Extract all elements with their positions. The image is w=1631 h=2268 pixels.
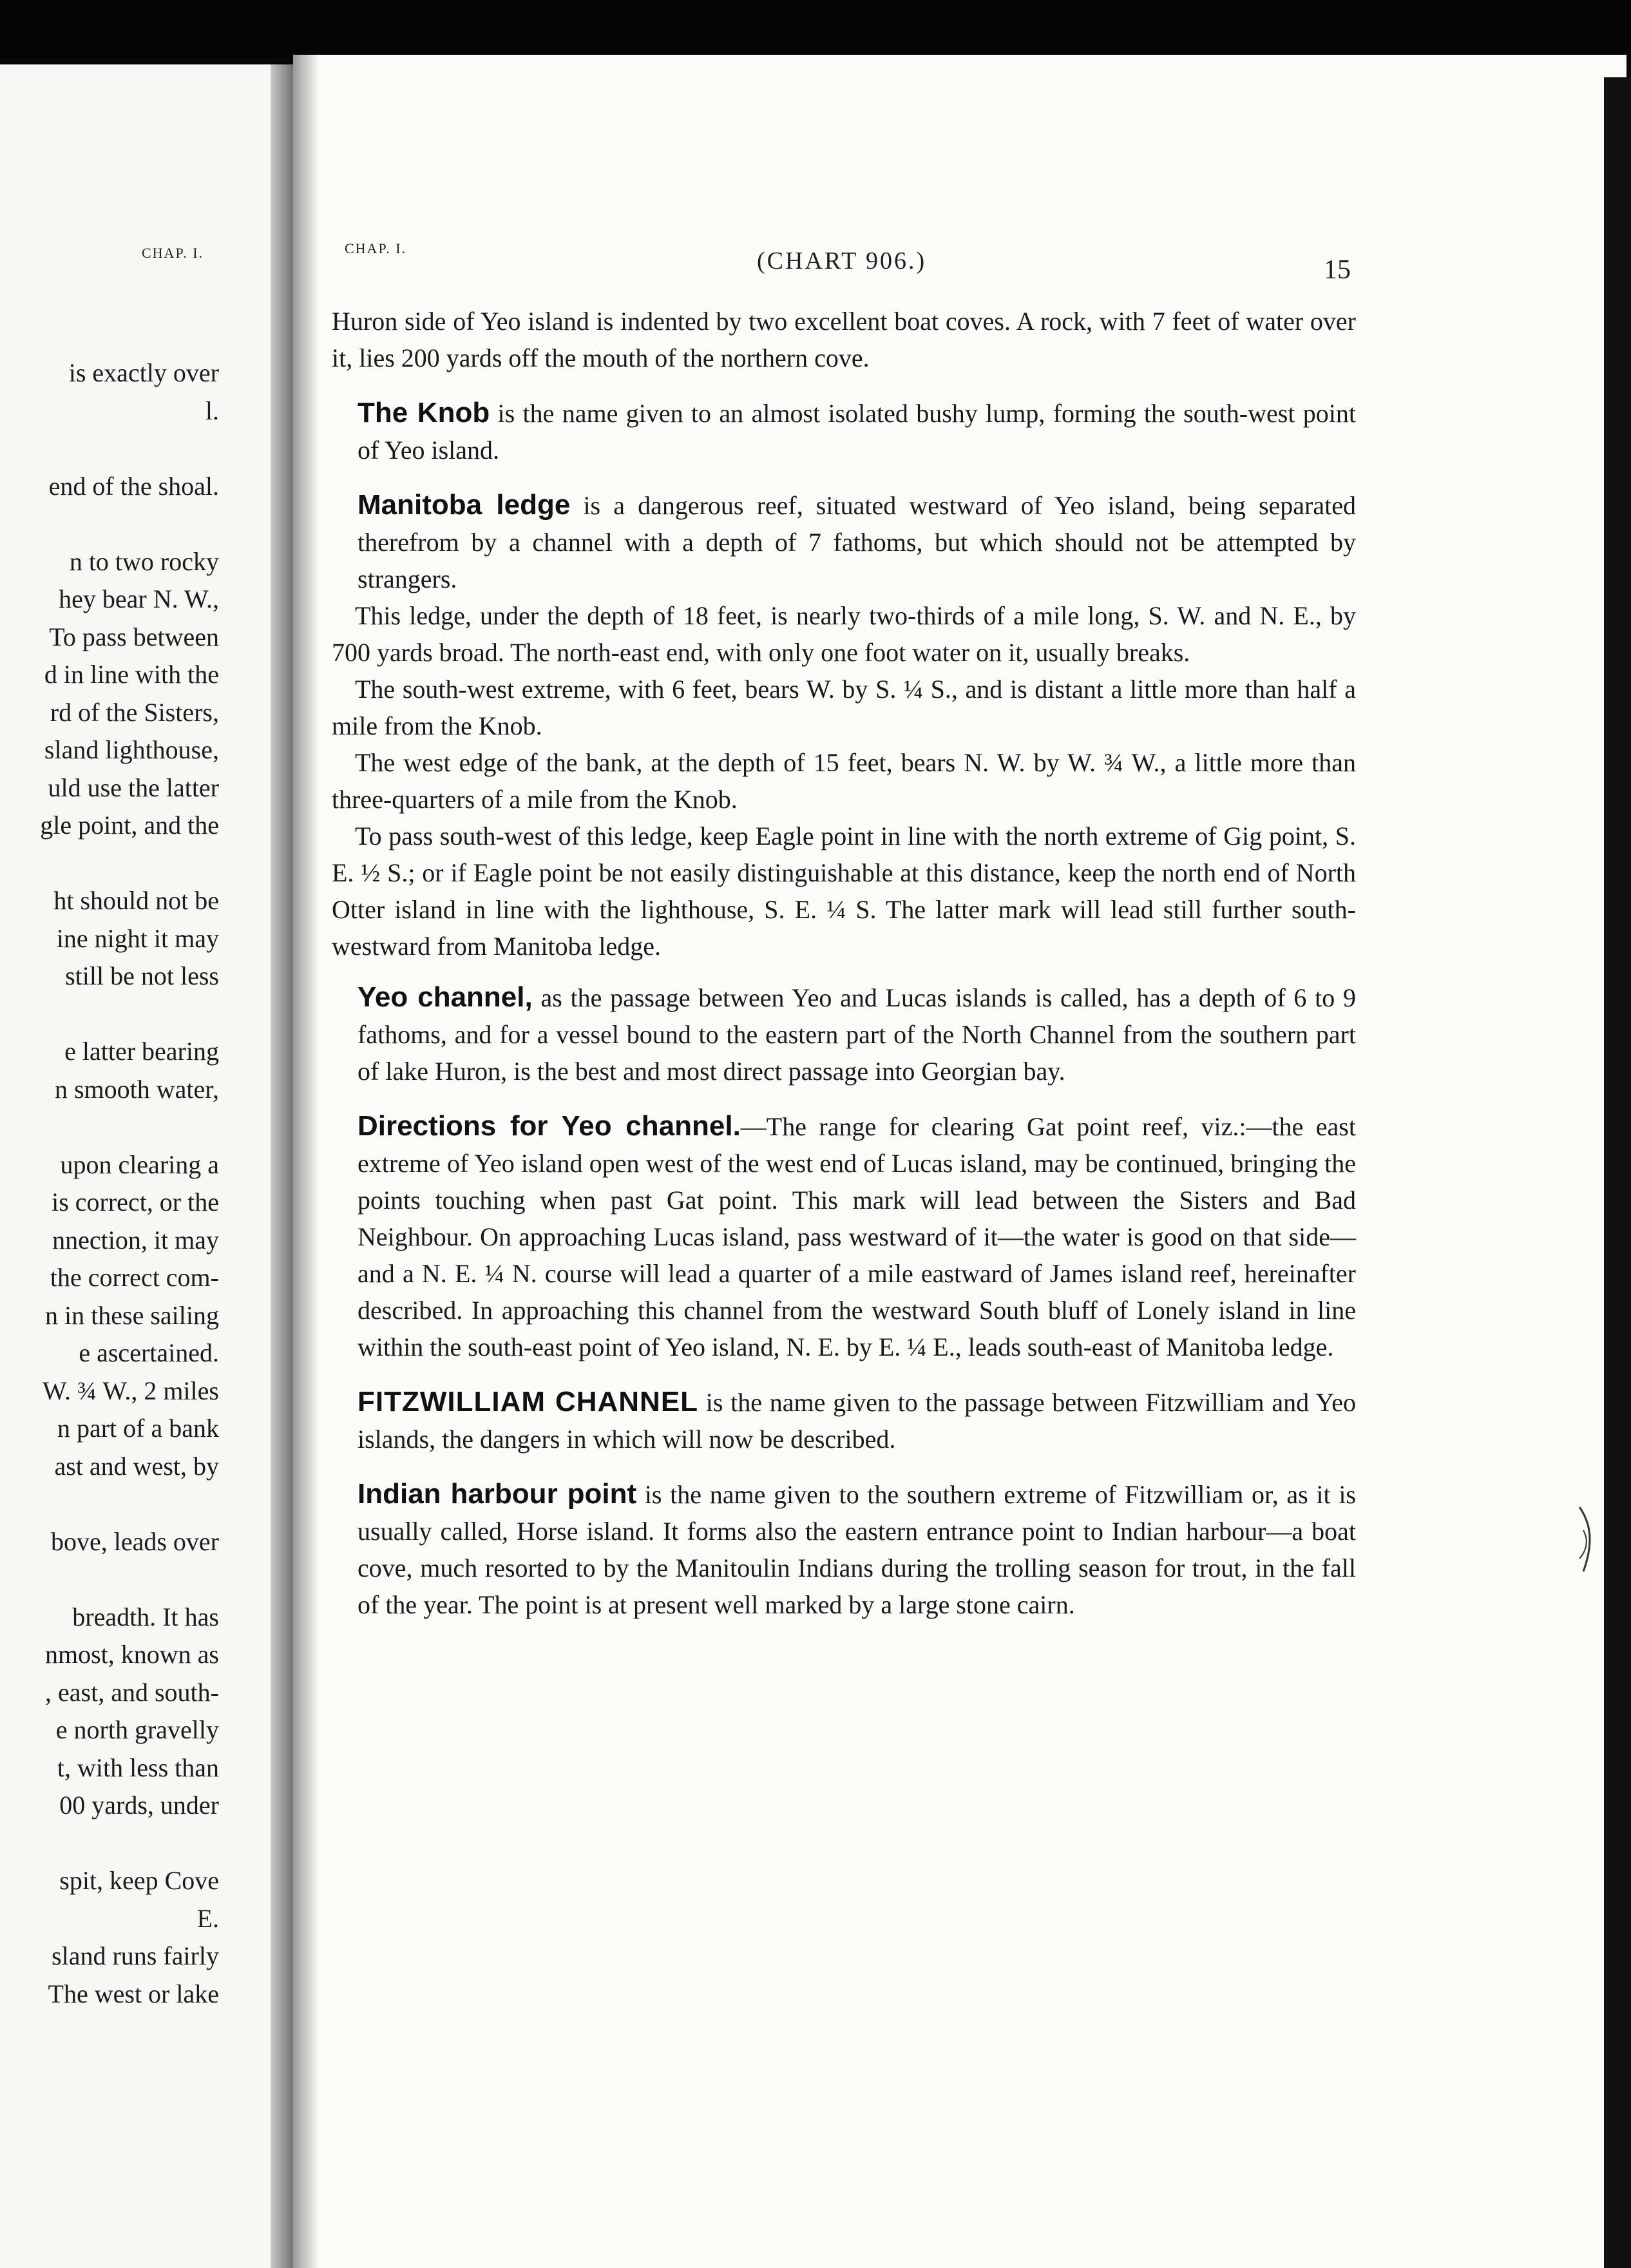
page-body: [332, 303, 1356, 1641]
left-page-line: , east, and south-: [45, 1677, 219, 1707]
left-page-line: [0, 845, 219, 883]
heading-directions-yeo-channel: Directions for Yeo channel.: [358, 1110, 741, 1142]
left-page-line: [0, 1485, 219, 1523]
left-page-line: n to two rocky: [69, 546, 219, 576]
left-page-line: [0, 430, 219, 468]
left-page-line: is correct, or the: [52, 1187, 219, 1216]
left-page-line: [0, 1108, 219, 1146]
left-page-text-lines: [0, 354, 219, 2013]
paragraph-fitzwilliam-channel: [332, 1383, 1356, 1457]
left-page-line: nnection, it may: [52, 1225, 219, 1254]
left-page-line: rd of the Sisters,: [50, 697, 219, 727]
paragraph-west-edge: [332, 744, 1356, 818]
paragraph-text: To pass south-west of this ledge, keep Eagle point in line with the north extreme of Gig point, S. E. ½ S.; or if Eagle point be not easily distinguishable at this distance, keep the north end of North Otter island in line with the lighthouse, S. E. ¼ S. The latter mark will lead still further south-westward from Manitoba ledge.: [332, 822, 1356, 961]
heading-yeo-channel: Yeo channel,: [358, 981, 533, 1013]
left-running-head: CHAP. I.: [142, 245, 204, 261]
left-page-line: bove, leads over: [50, 1526, 219, 1556]
scan-background-top: [0, 0, 1631, 58]
paragraph-text: This ledge, under the depth of 18 feet, is nearly two-thirds of a mile long, S. W. and N. E., by 700 yards broad. The north-east end, with only one foot water on it, usually breaks.: [332, 601, 1356, 667]
paragraph-text: Huron side of Yeo island is indented by two excellent boat coves. A rock, with 7 feet of water over it, lies 200 yards off the mouth of the northern cove.: [332, 307, 1356, 372]
paragraph-text: is the name given to the southern extreme of Fitzwilliam or, as it is usually called, Horse island. It forms also the eastern entrance point to Indian harbour—a boat cove, much resorted to by the Manitoulin Indians during the trolling season for trout, in the fall of the year. The point is at present well marked by a large stone cairn.: [358, 1480, 1356, 1619]
left-page-line: [0, 1561, 219, 1599]
paragraph-indian-harbour-point: [332, 1475, 1356, 1623]
left-page-line: is exactly over: [68, 358, 219, 387]
heading-fitzwilliam-channel: FITZWILLIAM CHANNEL: [358, 1386, 699, 1418]
left-page-line: still be not less: [65, 961, 219, 990]
left-page-line: e latter bearing: [64, 1037, 219, 1066]
paragraph-yeo-channel: [332, 979, 1356, 1090]
left-page-line: hey bear N. W.,: [59, 584, 219, 613]
paragraph-the-knob: [332, 394, 1356, 468]
left-page-line: [0, 1825, 219, 1863]
left-page-line: d in line with the: [44, 660, 219, 689]
left-page-line: sland runs fairly: [52, 1941, 219, 1970]
left-page-line: end of the shoal.: [48, 471, 219, 501]
paragraph-text: is the name given to an almost isolated bushy lump, forming the south-west point of Yeo island.: [358, 399, 1356, 465]
page-fold-shadow: [293, 55, 319, 2268]
heading-indian-harbour-point: Indian harbour point: [358, 1478, 637, 1510]
paragraph-manitoba-ledge: [332, 486, 1356, 597]
left-page-line: [0, 995, 219, 1033]
paragraph-south-west-extreme: [332, 671, 1356, 744]
left-page-line: breadth. It has: [72, 1602, 219, 1631]
left-page-line: sland lighthouse,: [44, 735, 219, 764]
paragraph-ledge-depth: [332, 597, 1356, 671]
paragraph-boat-coves: [332, 303, 1356, 376]
page-15: [293, 55, 1626, 2268]
left-page-line: ht should not be: [53, 886, 219, 915]
paragraph-pass-south-west: [332, 818, 1356, 965]
running-head-chapter: CHAP. I.: [345, 240, 407, 256]
left-page-fragment: [0, 64, 277, 2268]
paragraph-text: as the passage between Yeo and Lucas islands is called, has a depth of 6 to 9 fathoms, and for a vessel bound to the eastern part of the North Channel from the southern part of lake Huron, is the best and most direct passage into Georgian bay.: [358, 983, 1356, 1086]
left-page-line: e ascertained.: [79, 1338, 219, 1367]
paragraph-text: —The range for clearing Gat point reef, viz.:—the east extreme of Yeo island open west of the west end of Lucas island, may be continued, bringing the points touching when past Gat point. This mark will lead between the Sisters and Bad Neighbour. On approaching Lucas island, pass westward of it—the water is good on that side—and a N. E. ¼ N. course will lead a quarter of a mile eastward of James island reef, hereinafter described. In approaching this channel from the westward South bluff of Lonely island in line within the south-east point of Yeo island, N. E. by E. ¼ E., leads south-east of Manitoba ledge.: [358, 1112, 1356, 1361]
page-number: 15: [1324, 255, 1351, 285]
left-page-line: t, with less than: [57, 1753, 219, 1782]
left-page-line: [0, 505, 219, 543]
left-page-line: e north gravelly: [55, 1715, 219, 1744]
heading-manitoba-ledge: Manitoba ledge: [358, 489, 571, 521]
left-page-line: n in these sailing: [45, 1300, 219, 1330]
heading-the-knob: The Knob: [358, 397, 490, 428]
paragraph-text: The west edge of the bank, at the depth of 15 feet, bears N. W. by W. ¾ W., a little more than three-quarters of a mile from the Knob.: [332, 748, 1356, 814]
left-page-line: gle point, and the: [40, 811, 219, 840]
scan-background-right: [1604, 77, 1631, 2268]
left-page-line: l.: [205, 396, 219, 425]
left-page-line: W. ¾ W., 2 miles: [42, 1376, 219, 1405]
left-page-line: n part of a bank: [57, 1414, 219, 1443]
left-page-line: The west or lake: [48, 1979, 219, 2008]
left-page-line: E.: [196, 1903, 219, 1933]
left-page-line: spit, keep Cove: [59, 1866, 219, 1895]
margin-bracket-mark: [1572, 1504, 1598, 1575]
left-page-line: upon clearing a: [60, 1149, 219, 1179]
paragraph-text: is a dangerous reef, situated westward of Yeo island, being separated therefrom by a channel with a depth of 7 fathoms, but which should not be attempted by strangers.: [358, 491, 1356, 593]
left-page-line: ine night it may: [56, 923, 219, 953]
left-page-line: n smooth water,: [54, 1074, 219, 1104]
running-head-chart: (CHART 906.): [757, 247, 927, 274]
paragraph-text: The south-west extreme, with 6 feet, bears W. by S. ¼ S., and is distant a little more than half a mile from the Knob.: [332, 675, 1356, 740]
left-page-line: nmost, known as: [45, 1640, 219, 1669]
left-page-line: To pass between: [49, 622, 219, 651]
left-page-line: uld use the latter: [48, 773, 219, 802]
left-page-line: 00 yards, under: [59, 1791, 219, 1820]
left-page-line: the correct com-: [50, 1263, 219, 1292]
paragraph-directions-yeo-channel: [332, 1108, 1356, 1365]
paragraph-text: is the name given to the passage between Fitzwilliam and Yeo islands, the dangers in which will now be described.: [358, 1388, 1356, 1454]
left-page-line: ast and west, by: [54, 1451, 219, 1481]
